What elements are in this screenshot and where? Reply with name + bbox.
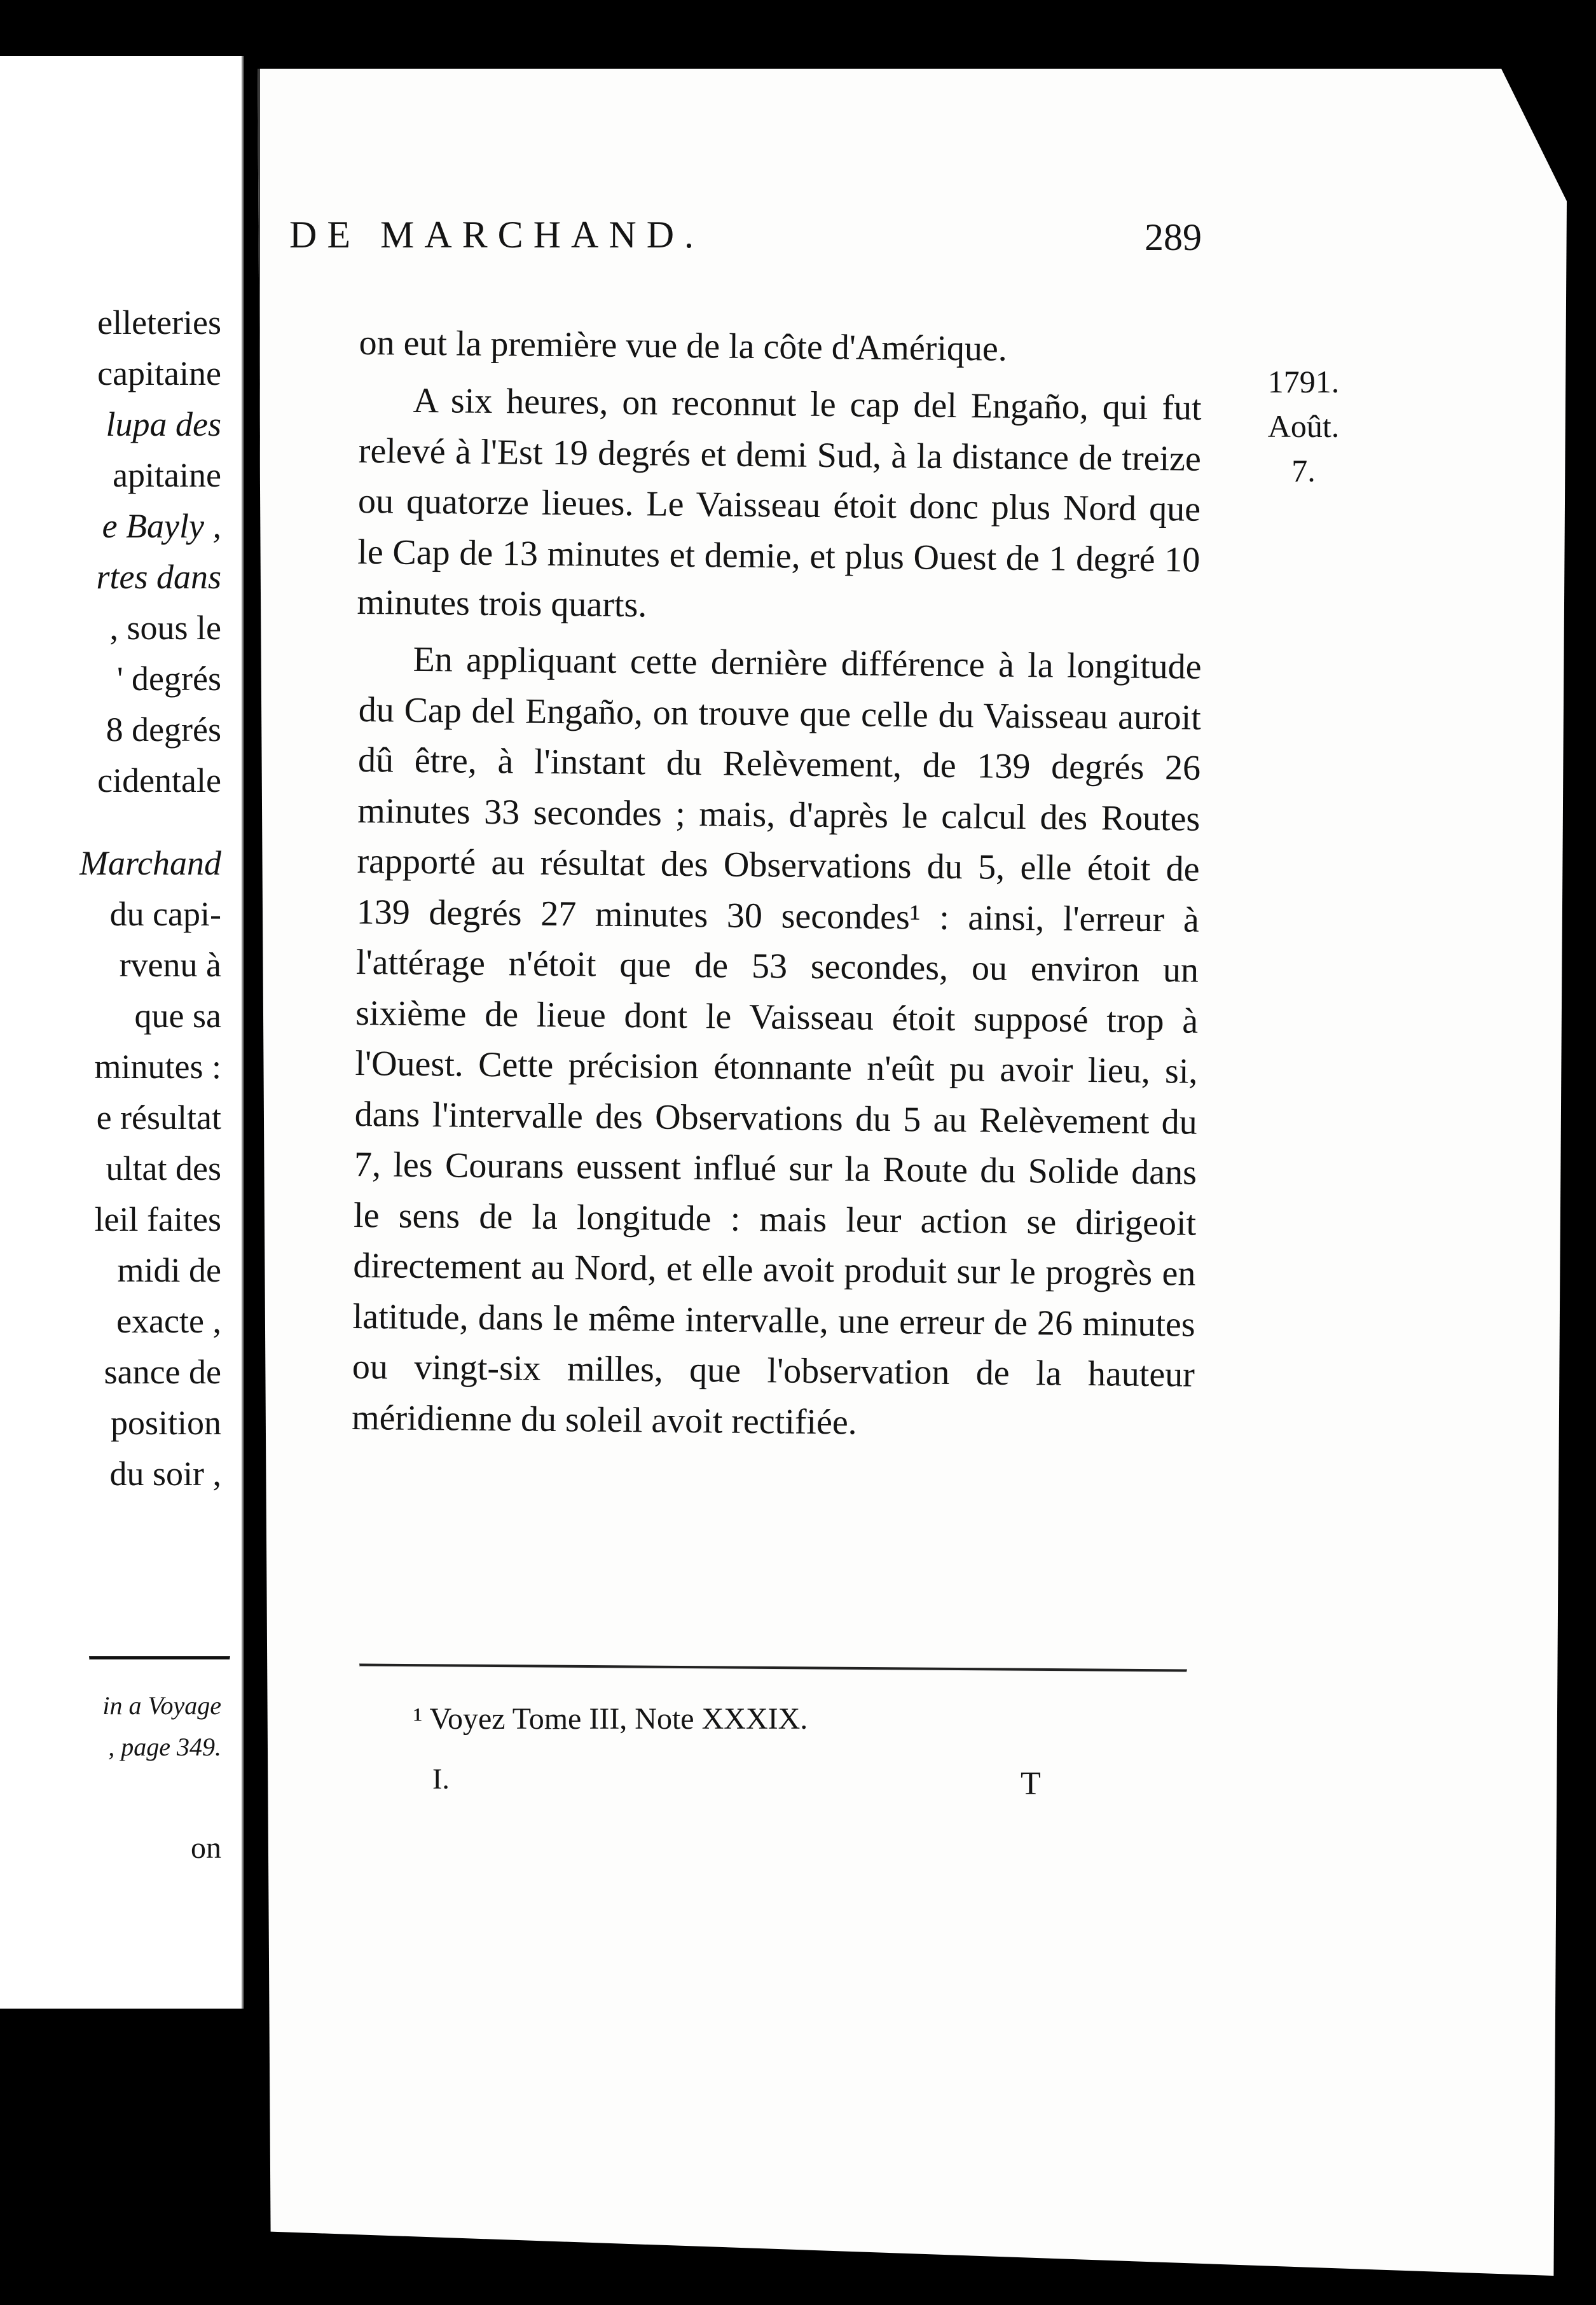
left-page-line: rtes dans bbox=[96, 558, 221, 596]
paragraph-text: En appliquant cette dernière différence à la longitude du Cap del Engaño, on trouve que celle du Vaisseau auroit dû être, à l'instant du Relèvement, de 139 degrés 26 minutes 33 secondes ; mais, d'après le calcul des Routes rapporté au résultat des Observations du 5, elle étoit de 139 degrés 27 minutes 30 secondes¹ : ainsi, l'erreur à l'attérage n'étoit que de 53 secondes, ou environ un sixième de lieue dont le Vaisseau étoit supposé trop à l'Ouest. Cette précision étonnante n'eût pu avoir lieu, si, dans l'intervalle des Observations du 5 au Relèvement du 7, les Courans eussent influé sur la Route du Solide dans le sens de la longitude : mais leur action se dirigeoit directement au Nord, et elle avoit produit sur le progrès en latitude, dans le même intervalle, une erreur de 26 minutes ou vingt-six milles, que l'observation de la hauteur méridienne du soleil avoit rectifiée. bbox=[351, 639, 1202, 1443]
paragraph bbox=[352, 634, 1202, 1451]
left-page-line: que sa bbox=[134, 997, 221, 1035]
left-page-fragment bbox=[0, 56, 244, 2009]
left-catchword: on bbox=[191, 1831, 221, 1865]
margin-month: Août. bbox=[1267, 408, 1340, 444]
left-page-line: rvenu à bbox=[119, 946, 221, 984]
left-page-line: cidentale bbox=[97, 761, 221, 799]
margin-date-note bbox=[1243, 359, 1364, 493]
left-footnote-line: in a Voyage bbox=[102, 1691, 221, 1720]
paragraph-text: A six heures, on reconnut le cap del Engaño, qui fut relevé à l'Est 19 degrés et demi Sud, à la distance de treize ou quatorze lieues. Le Vaisseau étoit donc plus Nord que le Cap de 13 minutes et demie, et plus Ouest de 1 degré 10 minutes trois quarts. bbox=[357, 380, 1202, 625]
left-page-line: apitaine bbox=[113, 456, 221, 494]
margin-year: 1791. bbox=[1267, 364, 1340, 399]
left-page-line: Marchand bbox=[79, 844, 221, 882]
page-number: 289 bbox=[1145, 216, 1202, 258]
left-page-line: minutes : bbox=[94, 1048, 221, 1086]
left-page-line: leil faites bbox=[94, 1200, 221, 1238]
left-page-line: midi de bbox=[117, 1251, 221, 1289]
left-page-line: capitaine bbox=[97, 354, 221, 392]
left-page-line: elleteries bbox=[97, 303, 221, 342]
left-footnote-rule bbox=[89, 1656, 230, 1660]
running-head bbox=[289, 213, 1230, 264]
footnote: ¹ Voyez Tome III, Note XXXIX. bbox=[413, 1702, 808, 1736]
left-page-line: e Bayly , bbox=[102, 507, 221, 545]
left-page-line: ultat des bbox=[106, 1149, 221, 1187]
left-page-line: sance de bbox=[104, 1353, 221, 1391]
running-title: DE MARCHAND. bbox=[289, 214, 705, 256]
left-page-line: position bbox=[110, 1404, 221, 1442]
signature-mark: I. bbox=[432, 1762, 450, 1795]
left-page-line: exacte , bbox=[116, 1302, 221, 1340]
left-page-line: , sous le bbox=[109, 609, 221, 647]
catchword: T bbox=[1021, 1766, 1041, 1802]
paragraph-continuation: on eut la première vue de la côte d'Amérique. bbox=[359, 322, 1008, 369]
main-text bbox=[351, 318, 1202, 1443]
left-page-line: 8 degrés bbox=[106, 710, 221, 749]
left-page-line: du capi- bbox=[109, 895, 221, 933]
paragraph bbox=[357, 375, 1202, 636]
left-footnote-line: , page 349. bbox=[108, 1733, 221, 1761]
left-page-line: ' degrés bbox=[116, 660, 221, 698]
left-page-line: lupa des bbox=[106, 405, 221, 443]
left-page-line: e résultat bbox=[96, 1098, 221, 1137]
left-page-line: du soir , bbox=[109, 1455, 221, 1493]
margin-day: 7. bbox=[1291, 453, 1316, 488]
